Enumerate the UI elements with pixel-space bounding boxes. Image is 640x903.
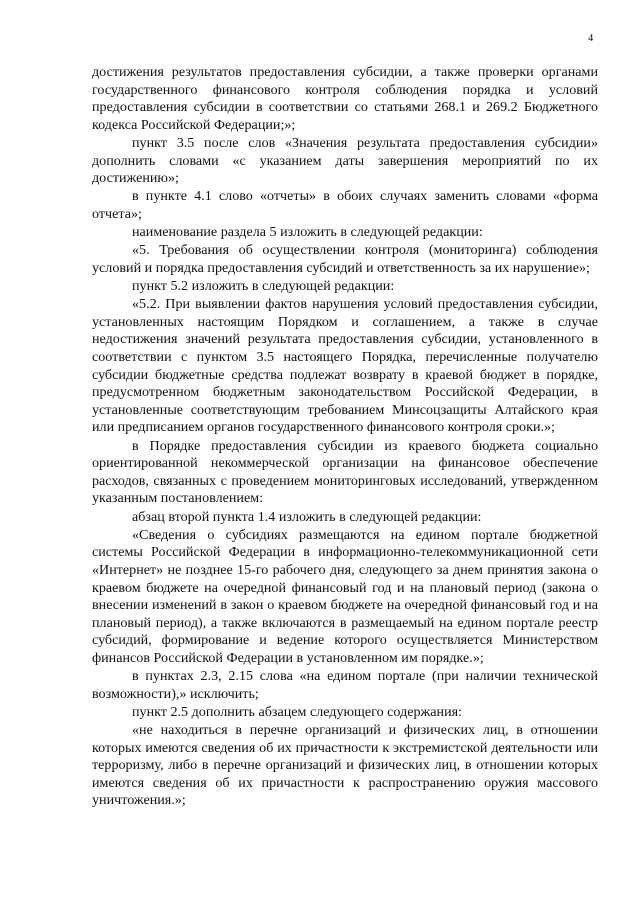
paragraph: пункт 5.2 изложить в следующей редакции: [132, 278, 395, 295]
paragraph: в пункте 4.1 слово «отчеты» в обоих случаях заменить словами «форма отчета»; [92, 188, 598, 222]
paragraph: «Сведения о субсидиях размещаются на едином портале бюджетной системы Российской Федерации в информационно-телекоммуникационной сети «Интернет» не позднее 15-го рабочего дня, следующего за днем принятия закона о краевом бюджете на очередной финансовый год и на плановый период (закона о внесении изменений в закон о краевом бюджете на очередной финансовый год и на плановый период), а также включаются в размещаемый на едином портале реестр субсидий, формирование и ведение которого осуществляется Министерством финансов Российской Федерации в установленном им порядке.»; [92, 526, 598, 666]
paragraph: наименование раздела 5 изложить в следующей редакции: [132, 224, 483, 241]
paragraph: «не находиться в перечне организаций и физических лиц, в отношении которых имеются сведения об их причастности к экстремистской деятельности или терроризму, либо в перечне организаций и физических лиц, в отношении которых имеются сведения об их причастности к распространению оружия массового уничтожения.»; [92, 722, 598, 809]
paragraph: в Порядке предоставления субсидии из краевого бюджета социально ориентированной некоммерческой организации на финансовое обеспечение расходов, связанных с проведением мониторинговых исследований, утвержденном указанным постановлением: [92, 437, 598, 507]
paragraph: «5. Требования об осуществлении контроля (мониторинга) соблюдения условий и порядка предоставления субсидий и ответственность за их нарушение»; [92, 242, 598, 276]
paragraph: абзац второй пункта 1.4 изложить в следующей редакции: [132, 508, 482, 525]
paragraph: пункт 3.5 после слов «Значения результата предоставления субсидии» дополнить словами «с указанием даты завершения мероприятий по их достижению»; [92, 134, 598, 187]
page-number: 4 [588, 33, 594, 44]
paragraph: пункт 2.5 дополнить абзацем следующего содержания: [132, 703, 463, 720]
paragraph: «5.2. При выявлении фактов нарушения условий предоставления субсидии, установленных настоящим Порядком и соглашением, а также в случае недостижения значений результата предоставления субсидии, установленного в соответствии с пунктом 3.5 настоящего Порядка, перечисленные получателю субсидии бюджетные средства подлежат возврату в краевой бюджет в порядке, предусмотренном бюджетным законодательством Российской Федерации, в установленные соответствующим требованием Минсоцзащиты Алтайского края или предписанием органов государственного финансового контроля сроки.»; [92, 296, 598, 436]
paragraph: в пунктах 2.3, 2.15 слова «на едином портале (при наличии технической возможности),» исключить; [92, 668, 598, 702]
document-body [92, 64, 598, 811]
paragraph: достижения результатов предоставления субсидии, а также проверки органами государственного финансового контроля соблюдения порядка и условий предоставления субсидии в соответствии со статьями 268.1 и 269.2 Бюджетного кодекса Российской Федерации;»; [92, 64, 598, 133]
